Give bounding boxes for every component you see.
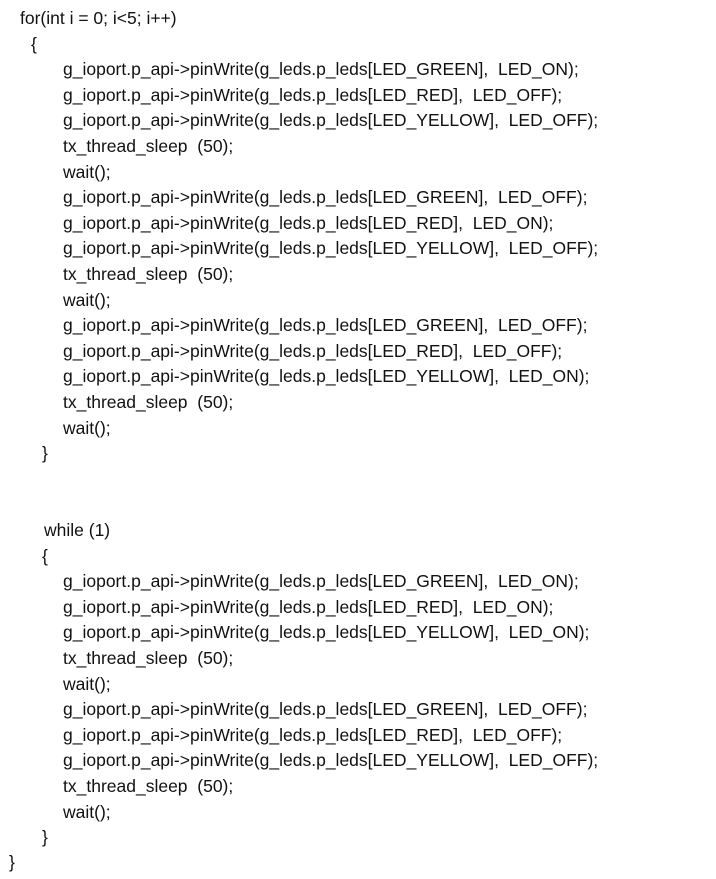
code-line: g_ioport.p_api->pinWrite(g_leds.p_leds[LED_RED], LED_OFF); [63, 725, 563, 745]
code-line: g_ioport.p_api->pinWrite(g_leds.p_leds[LED_YELLOW], LED_OFF); [63, 750, 599, 770]
code-line: tx_thread_sleep (50); [63, 392, 234, 412]
code-line-close-brace: } [42, 827, 48, 847]
code-line: wait(); [63, 802, 111, 822]
code-line: g_ioport.p_api->pinWrite(g_leds.p_leds[LED_GREEN], LED_OFF); [63, 315, 588, 335]
code-line: g_ioport.p_api->pinWrite(g_leds.p_leds[LED_RED], LED_ON); [63, 213, 554, 233]
code-line: g_ioport.p_api->pinWrite(g_leds.p_leds[LED_RED], LED_OFF); [63, 85, 563, 105]
code-line: g_ioport.p_api->pinWrite(g_leds.p_leds[LED_YELLOW], LED_ON); [63, 622, 590, 642]
code-line-open-brace: { [31, 34, 37, 54]
code-line-while-header: while (1) [44, 520, 111, 540]
code-line: g_ioport.p_api->pinWrite(g_leds.p_leds[LED_RED], LED_ON); [63, 597, 554, 617]
code-line: g_ioport.p_api->pinWrite(g_leds.p_leds[LED_GREEN], LED_ON); [63, 571, 579, 591]
code-line: tx_thread_sleep (50); [63, 776, 234, 796]
code-line: wait(); [63, 418, 111, 438]
code-line: g_ioport.p_api->pinWrite(g_leds.p_leds[LED_YELLOW], LED_ON); [63, 366, 590, 386]
code-line-close-brace: } [42, 443, 48, 463]
code-line: g_ioport.p_api->pinWrite(g_leds.p_leds[LED_GREEN], LED_OFF); [63, 699, 588, 719]
code-line: wait(); [63, 674, 111, 694]
code-line: tx_thread_sleep (50); [63, 264, 234, 284]
code-line: g_ioport.p_api->pinWrite(g_leds.p_leds[LED_YELLOW], LED_OFF); [63, 238, 599, 258]
code-line-for-header: for(int i = 0; i<5; i++) [20, 8, 177, 28]
code-line: g_ioport.p_api->pinWrite(g_leds.p_leds[LED_YELLOW], LED_OFF); [63, 110, 599, 130]
code-line: tx_thread_sleep (50); [63, 136, 234, 156]
code-line-final-brace: } [9, 852, 15, 872]
code-line: tx_thread_sleep (50); [63, 648, 234, 668]
code-line: g_ioport.p_api->pinWrite(g_leds.p_leds[LED_RED], LED_OFF); [63, 341, 563, 361]
code-line: g_ioport.p_api->pinWrite(g_leds.p_leds[LED_GREEN], LED_ON); [63, 59, 579, 79]
code-line: wait(); [63, 290, 111, 310]
code-line: g_ioport.p_api->pinWrite(g_leds.p_leds[LED_GREEN], LED_OFF); [63, 187, 588, 207]
code-line-open-brace: { [42, 546, 48, 566]
code-line: wait(); [63, 162, 111, 182]
